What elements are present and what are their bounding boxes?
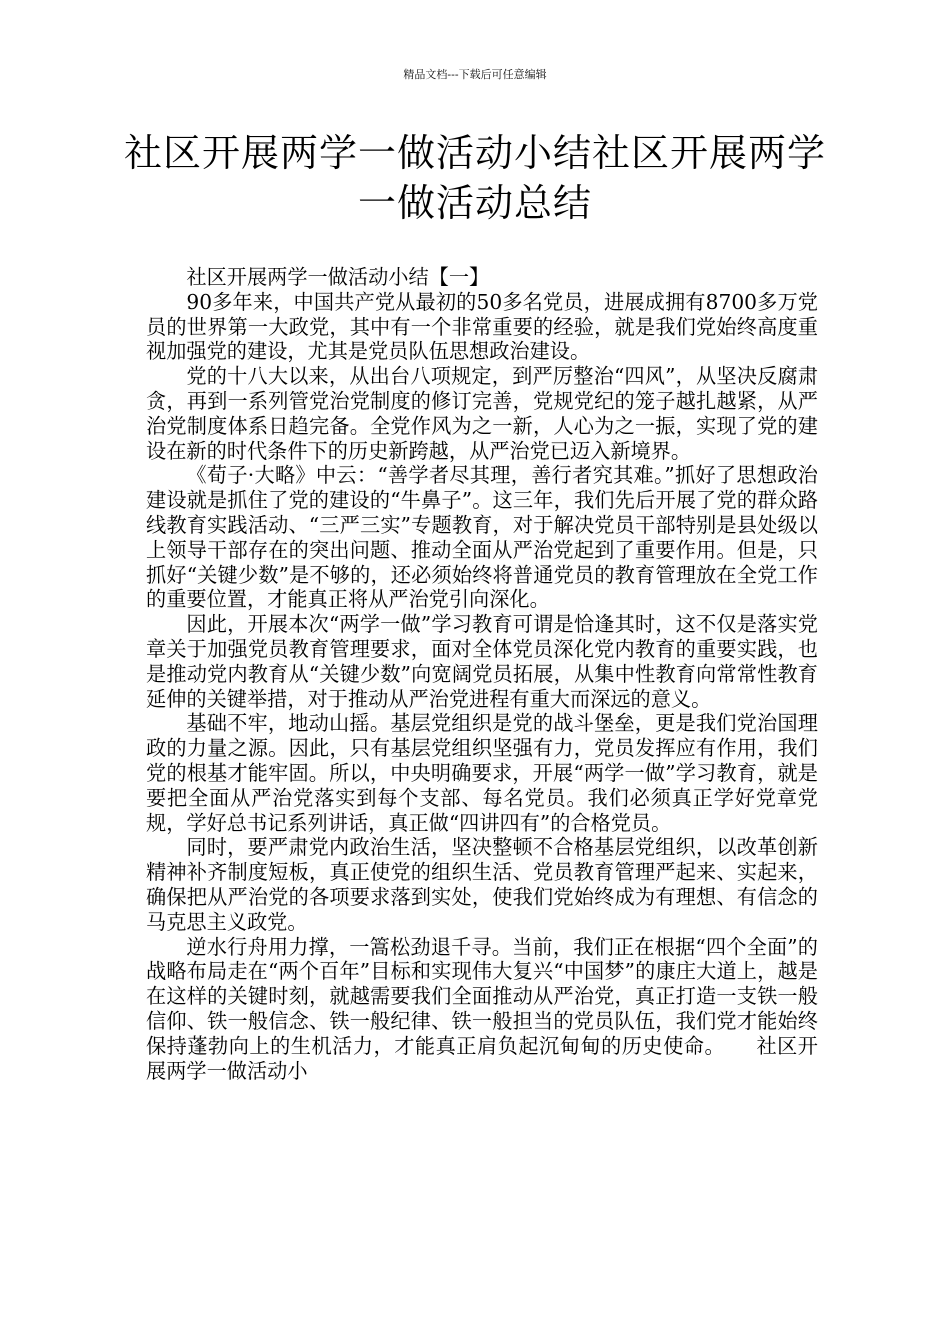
section-heading: 社区开展两学一做活动小结【一】: [186, 265, 490, 289]
body-paragraph: 90多年来，中国共产党从最初的50多名党员，进展成拥有8700多万党员的世界第一大政党，其中有一个非常重要的经验，就是我们党始终高度重视加强党的建设，尤其是党员队伍思想政治建设。: [146, 289, 818, 364]
body-paragraph: 《荀子·大略》中云：“善学者尽其理，善行者究其难。”抓好了思想政治建设就是抓住了党的建设的“牛鼻子”。这三年，我们先后开展了党的群众路线教育实践活动、“三严三实”专题教育，对于解决党员干部特别是县处级以上领导干部存在的突出问题、推动全面从严治党起到了重要作用。但是，只抓好“关键少数”是不够的，还必须始终将普通党员的教育管理放在全党工作的重要位置，才能真正将从严治党引向深化。: [146, 463, 818, 612]
body-paragraph: 党的十八大以来，从出台八项规定，到严厉整治“四风”，从坚决反腐肃贪，再到一系列管党治党制度的修订完善，党规党纪的笼子越扎越紧，从严治党制度体系日趋完备。全党作风为之一新，人心为之一振，实现了党的建设在新的时代条件下的历史新跨越，从严治党已迈入新境界。: [146, 364, 818, 463]
document-title: 社区开展两学一做活动小结社区开展两学一做活动总结: [123, 131, 826, 225]
body-paragraph: 同时，要严肃党内政治生活，坚决整顿不合格基层党组织，以改革创新精神补齐制度短板，真正使党的组织生活、党员教育管理严起来、实起来，确保把从严治党的各项要求落到实处，使我们党始终成为有理想、有信念的马克思主义政党。: [146, 835, 818, 934]
document-body: [146, 265, 818, 1083]
body-paragraph: 因此，开展本次“两学一做”学习教育可谓是恰逢其时，这不仅是落实党章关于加强党员教育管理要求，面对全体党员深化党内教育的重要实践，也是推动党内教育从“关键少数”向宽阔党员拓展，从集中性教育向常常性教育延伸的关键举措，对于推动从严治党进程有重大而深远的意义。: [146, 612, 818, 711]
header-note: 精品文档---下载后可任意编辑: [403, 68, 547, 81]
body-paragraph: 逆水行舟用力撑，一篙松劲退千寻。当前，我们正在根据“四个全面”的战略布局走在“两个百年”目标和实现伟大复兴“中国梦”的康庄大道上，越是在这样的关键时刻，就越需要我们全面推动从严治党，真正打造一支铁一般信仰、铁一般信念、铁一般纪律、铁一般担当的党员队伍，我们党才能始终保持蓬勃向上的生机活力，才能真正肩负起沉甸甸的历史使命。 社区开展两学一做活动小: [146, 934, 818, 1083]
body-paragraph: 基础不牢，地动山摇。基层党组织是党的战斗堡垒，更是我们党治国理政的力量之源。因此，只有基层党组织坚强有力，党员发挥应有作用，我们党的根基才能牢固。所以，中央明确要求，开展“两学一做”学习教育，就是要把全面从严治党落实到每个支部、每名党员。我们必须真正学好党章党规，学好总书记系列讲话，真正做“四讲四有”的合格党员。: [146, 711, 818, 835]
